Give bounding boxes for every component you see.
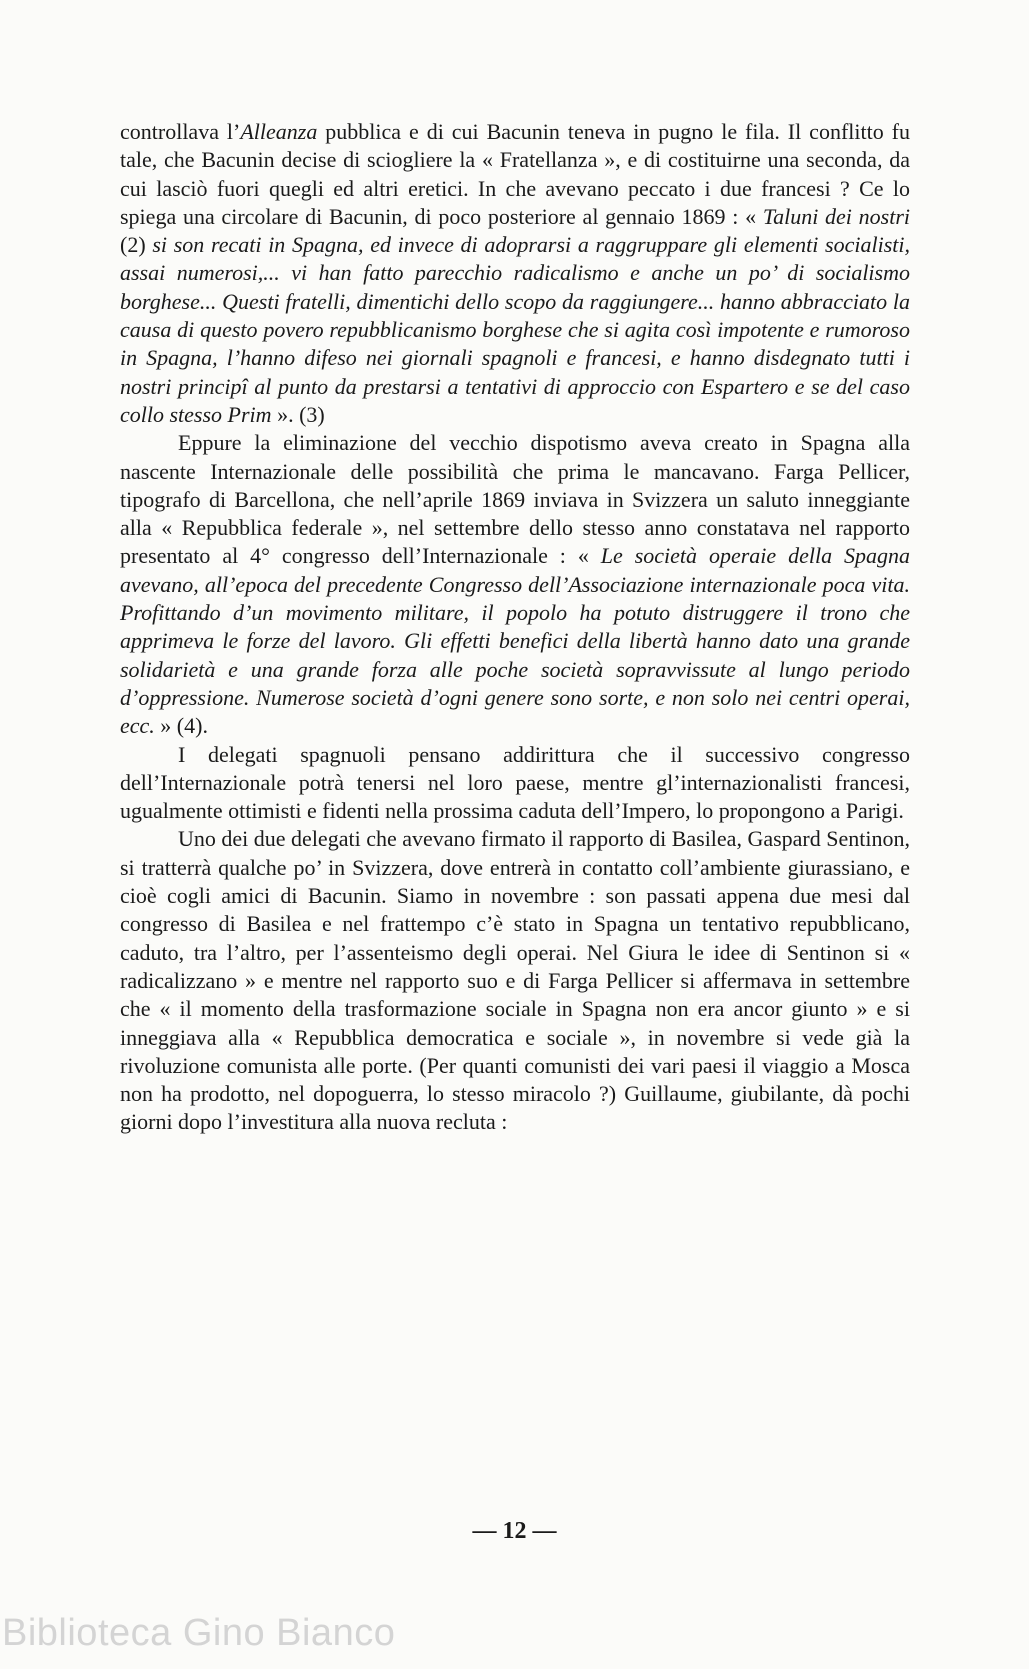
paragraph-3: [120, 741, 910, 826]
body-text: » (4).: [154, 713, 208, 739]
italic-quote-text: Le società operaie della Spagna avevano, all’epoca del precedente Congresso dell’Associazione internazionale poca vita. Profittando d’un movimento militare, il popolo ha potuto distruggere il trono che apprimeva le forze del lavoro. Gli effetti benefici della libertà hanno dato una grande solidarietà e una grande forza alle poche società sopravvissute al lungo periodo d’oppressione. Numerose società d’ogni genere sono sorte, e non solo nei centri operai, ecc.: [120, 543, 910, 739]
library-watermark: Biblioteca Gino Bianco: [2, 1612, 396, 1654]
body-text: (2): [120, 232, 153, 258]
paragraph-1: [120, 118, 910, 429]
body-text: pubblica e di cui Bacunin teneva in pugno le fila. Il conflitto fu tale, che Bacunin decise di sciogliere la « Fratellanza », e di costituirne una seconda, da cui lasciò fuori quegli ed altri eretici. In che avevano peccato i due francesi ? Ce lo spiega una circolare di Bacunin, di poco posteriore al gennaio 1869 : «: [120, 119, 910, 229]
body-text: controllava l’: [120, 119, 241, 144]
paragraph-2: [120, 429, 910, 740]
italic-quote-text: Taluni dei nostri: [762, 203, 910, 229]
italic-quote-text: Alleanza: [240, 119, 318, 144]
body-text: Uno dei due delegati che avevano firmato il rapporto di Basilea, Gaspard Sentinon, si tratterrà qualche po’ in Svizzera, dove entrerà in contatto coll’ambiente giurassiano, e cioè cogli amici di Bacunin. Siamo in novembre : son passati appena due mesi dal congresso di Basilea e nel frattempo c’è stato in Spagna un tentativo repubblicano, caduto, tra l’altro, per l’assenteismo degli operai. Nel Giura le idee di Sentinon si « radicalizzano » e mentre nel rapporto suo e di Farga Pellicer si affermava in settembre che « il momento della trasformazione sociale in Spagna non era ancor giunto » e si inneggiava alla « Repubblica democratica e sociale », in novembre si vede già la rivoluzione comunista alle porte. (Per quanti comunisti dei vari paesi il viaggio a Mosca non ha prodotto, nel dopoguerra, lo stesso miracolo ?) Guillaume, giubilante, dà pochi giorni dopo l’investitura alla nuova recluta :: [120, 826, 910, 1135]
body-text: Eppure la eliminazione del vecchio dispotismo aveva creato in Spagna alla nascente Internazionale delle possibilità che prima le mancavano. Farga Pellicer, tipografo di Barcellona, che nell’aprile 1869 inviava in Svizzera un saluto inneggiante alla « Repubblica federale », nel settembre dello stesso anno constatava nel rapporto presentato al 4° congresso dell’Internazionale : «: [120, 430, 910, 569]
page-body: [120, 118, 910, 1137]
italic-quote-text: si son recati in Spagna, ed invece di adoprarsi a raggruppare gli elementi socialisti, assai numerosi,... vi han fatto parecchio radicalismo e anche un po’ di socialismo borghese... Questi fratelli, dimentichi dello scopo da raggiungere... hanno abbracciato la causa di questo povero repubblicanismo borghese che si agita così impotente e rumoroso in Spagna, l’hanno difeso nei giornali spagnoli e francesi, e hanno disdegnato tutti i nostri principî al punto da prestarsi a tentativi di approccio con Espartero e se del caso collo stesso Prim: [120, 232, 910, 427]
body-text: ». (3): [271, 401, 325, 427]
page-number: — 12 —: [472, 1518, 557, 1544]
paragraph-4: [120, 825, 910, 1136]
body-text: I delegati spagnuoli pensano addirittura che il successivo congresso dell’Internazionale potrà tenersi nel loro paese, mentre gl’internazionalisti francesi, ugualmente ottimisti e fidenti nella prossima caduta dell’Impero, lo propongono a Parigi.: [120, 741, 910, 824]
